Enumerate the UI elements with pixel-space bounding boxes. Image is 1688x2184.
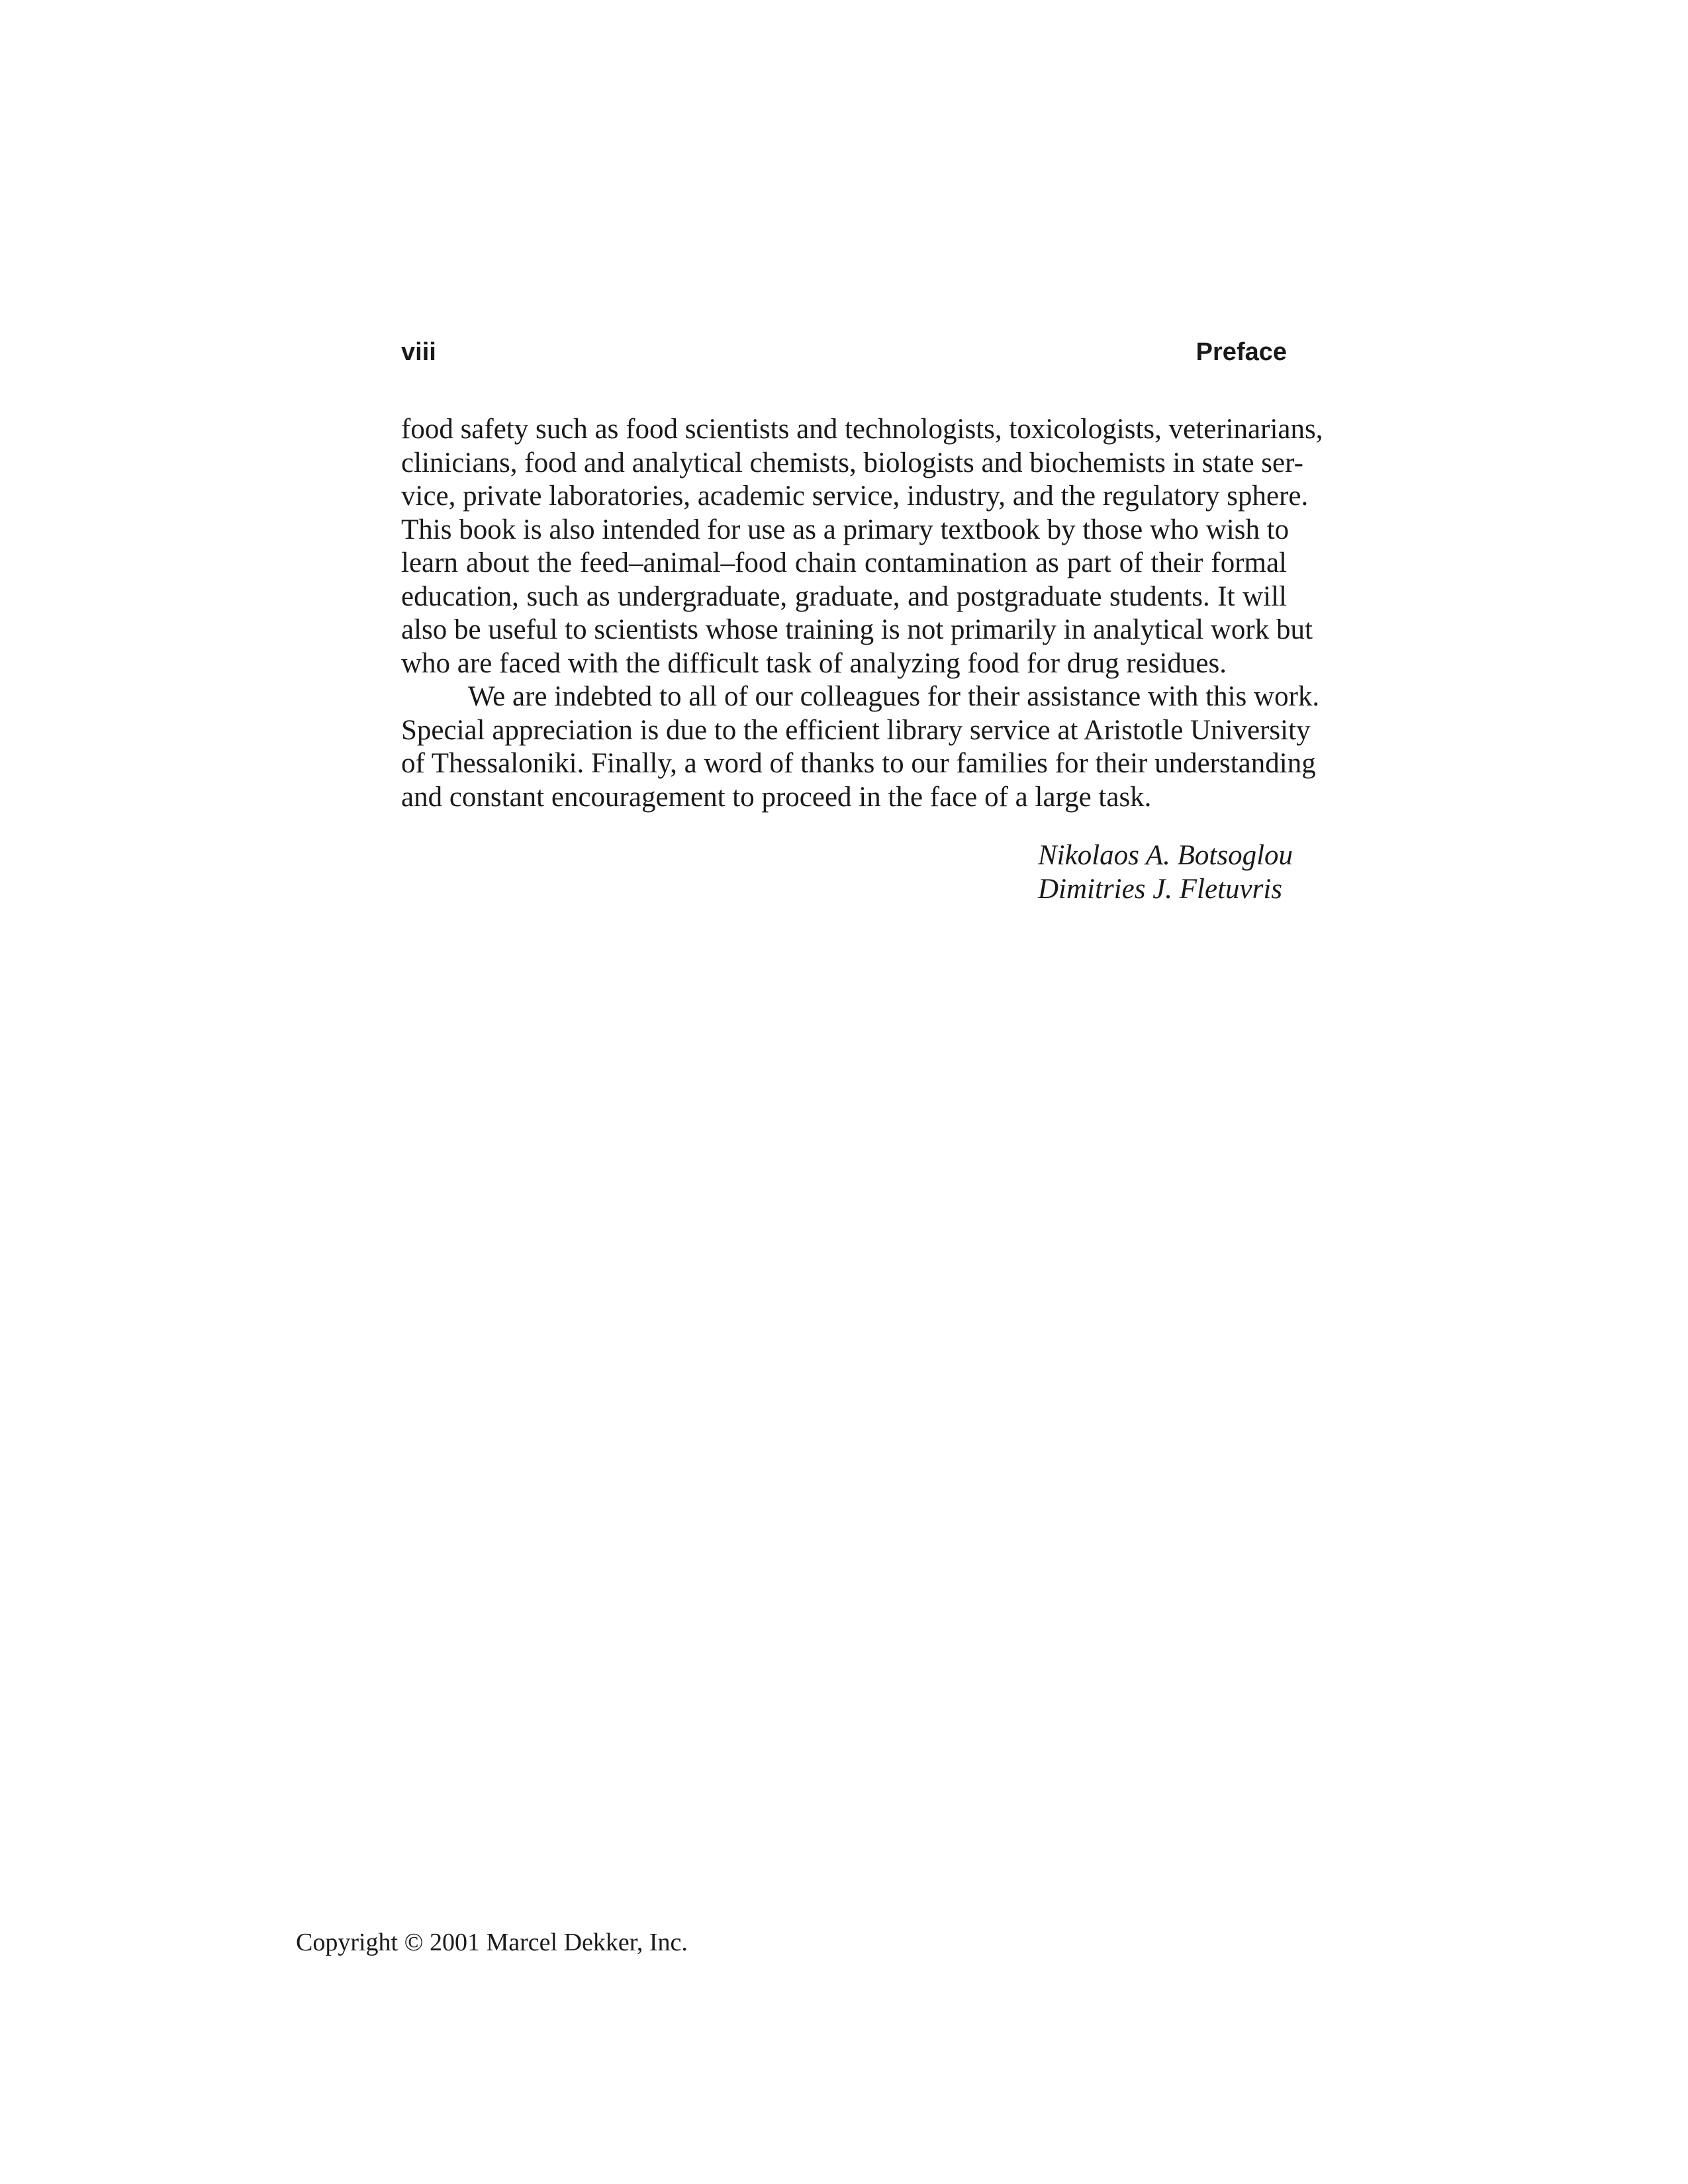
text-line: learn about the feed–animal–food chain contamination as part of their formal (401, 547, 1287, 578)
copyright-notice: Copyright © 2001 Marcel Dekker, Inc. (296, 1929, 688, 1956)
text-line: and constant encouragement to proceed in the face of a large task. (401, 781, 1152, 813)
text-line: of Thessaloniki. Finally, a word of thanks to our families for their understanding (401, 748, 1316, 779)
paragraph-1 (401, 413, 1323, 680)
text-line: clinicians, food and analytical chemists, biologists and biochemists in state ser- (401, 447, 1303, 478)
paragraph-2 (401, 680, 1320, 814)
text-line: also be useful to scientists whose training is not primarily in analytical work but (401, 614, 1313, 645)
text-line: food safety such as food scientists and technologists, toxicologists, veterinarians, (401, 414, 1323, 445)
text-line: This book is also intended for use as a primary textbook by those who wish to (401, 514, 1289, 545)
text-line: We are indebted to all of our colleagues for their assistance with this work. (468, 681, 1320, 712)
author-name: Dimitries J. Fletuvris (1038, 873, 1283, 905)
page-number: viii (401, 338, 436, 366)
text-line: vice, private laboratories, academic service, industry, and the regulatory sphere. (401, 480, 1309, 512)
author-signature (1038, 839, 1303, 906)
text-line: who are faced with the difficult task of analyzing food for drug residues. (401, 647, 1227, 679)
text-line: Special appreciation is due to the efficient library service at Aristotle University (401, 714, 1311, 746)
body-text (401, 413, 1323, 814)
running-head (401, 332, 1287, 372)
text-line: education, such as undergraduate, graduate, and postgraduate students. It will (401, 580, 1287, 612)
section-title: Preface (1196, 338, 1287, 366)
author-name: Nikolaos A. Botsoglou (1038, 840, 1293, 871)
